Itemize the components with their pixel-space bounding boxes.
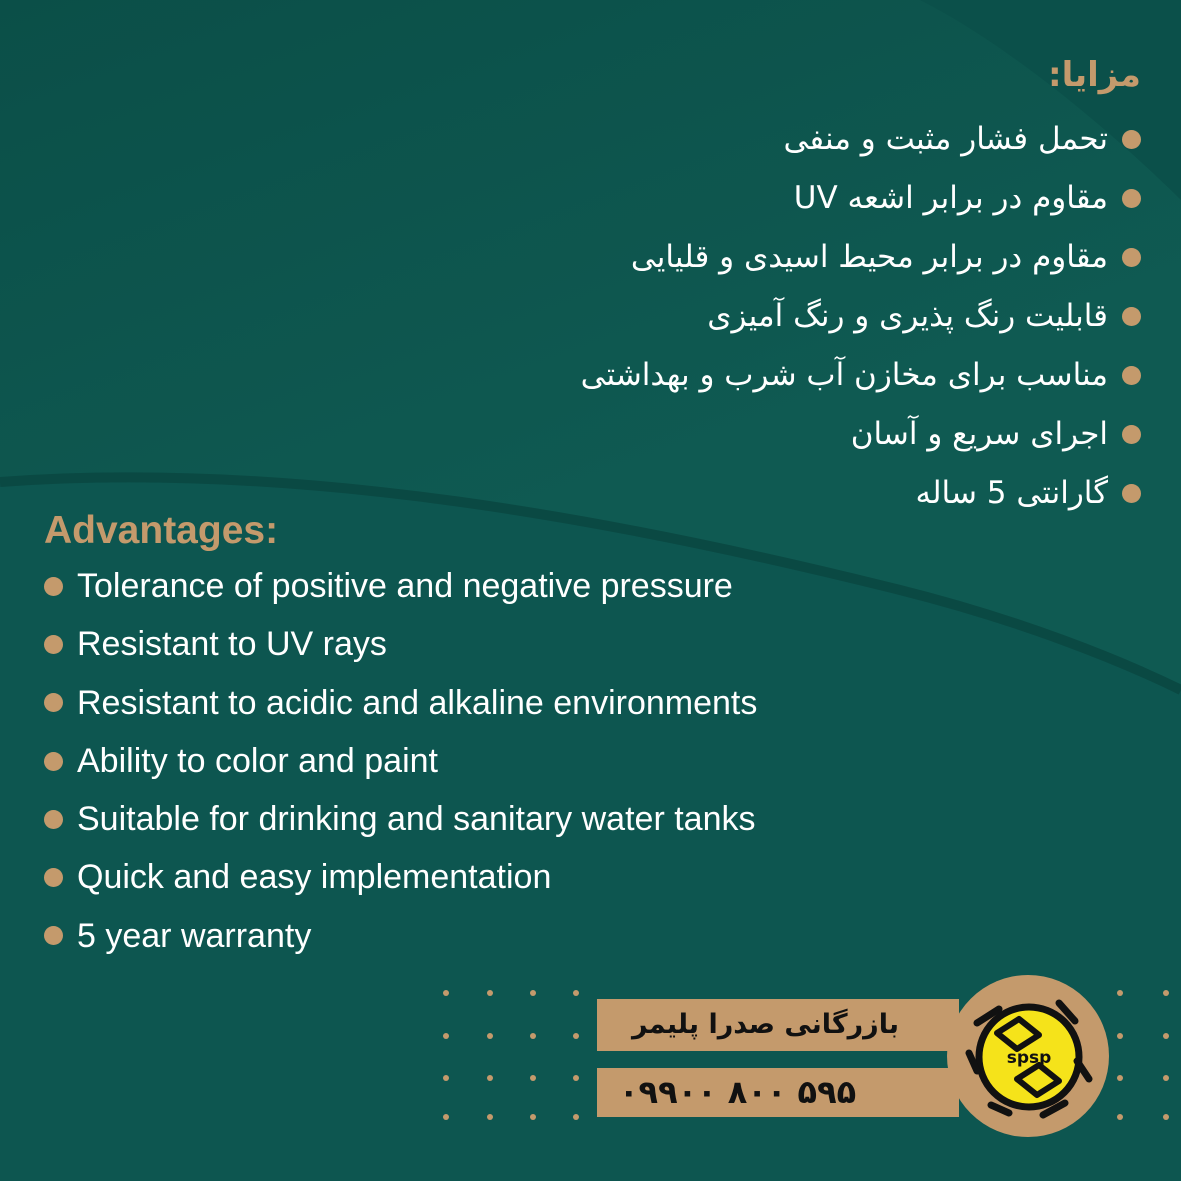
english-list-item [44,907,944,965]
persian-list [421,110,1141,523]
persian-list-item [421,346,1141,405]
bullet-dot-icon [44,868,63,887]
english-item-text: Tolerance of positive and negative pressure [77,567,733,605]
bullet-dot-icon [44,635,63,654]
english-list [44,557,944,965]
persian-item-text: مقاوم در برابر اشعه UV [793,180,1108,216]
english-item-text: 5 year warranty [77,916,312,955]
english-item-text: Resistant to acidic and alkaline environments [77,683,758,722]
english-title: Advantages: [44,509,279,552]
persian-list-item [421,228,1141,287]
company-name: بازرگانی صدرا پلیمر [631,1009,899,1040]
english-advantages [44,503,944,965]
bullet-dot-icon [1122,189,1141,208]
bullet-dot-icon [44,577,63,596]
persian-list-item [421,287,1141,346]
english-item-text: Resistant to UV rays [77,625,387,664]
persian-advantages [421,50,1141,523]
english-list-item [44,732,944,790]
english-list-item [44,848,944,906]
bullet-dot-icon [1122,130,1141,149]
persian-item-text: مقاوم در برابر محیط اسیدی و قلیایی [630,239,1108,275]
logo-badge [947,975,1109,1137]
english-list-item [44,615,944,673]
persian-item-text: قابلیت رنگ پذیری و رنگ آمیزی [707,298,1108,334]
persian-title: مزایا: [1048,55,1141,95]
persian-item-text: اجرای سریع و آسان [850,416,1108,452]
phone-banner [597,1068,959,1117]
bullet-dot-icon [44,752,63,771]
persian-list-item [421,405,1141,464]
decorative-dots-left [443,990,583,1120]
persian-item-text: مناسب برای مخازن آب شرب و بهداشتی [580,357,1108,393]
logo-text: spsp [1006,1048,1052,1068]
company-name-banner [597,999,959,1051]
persian-item-text: تحمل فشار مثبت و منفی [783,121,1108,157]
bullet-dot-icon [44,926,63,945]
bullet-dot-icon [1122,366,1141,385]
english-list-item [44,790,944,848]
english-item-text: Quick and easy implementation [77,858,552,897]
english-item-text: Ability to color and paint [77,741,438,780]
english-list-item [44,557,944,615]
decorative-dots-right [1117,990,1177,1120]
persian-item-text: گارانتی 5 ساله [915,475,1108,511]
english-list-item [44,674,944,732]
bullet-dot-icon [44,810,63,829]
bullet-dot-icon [44,693,63,712]
persian-list-item [421,110,1141,169]
bullet-dot-icon [1122,484,1141,503]
bullet-dot-icon [1122,307,1141,326]
persian-list-item [421,169,1141,228]
bullet-dot-icon [1122,248,1141,267]
english-item-text: Suitable for drinking and sanitary water tanks [77,800,756,839]
bullet-dot-icon [1122,425,1141,444]
sadra-polymer-logo [947,975,1109,1137]
phone-number: ۰۹۹۰۰ ۸۰۰ ۵۹۵ [619,1073,857,1111]
